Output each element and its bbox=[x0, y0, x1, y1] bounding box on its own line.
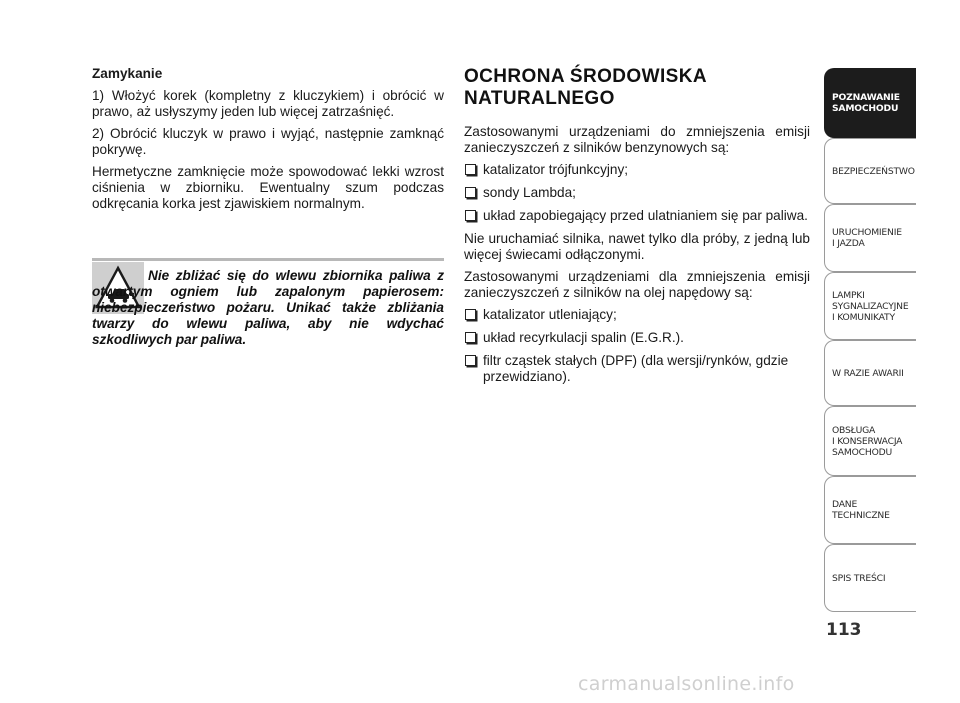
list-item: sondy Lambda; bbox=[464, 185, 810, 201]
list-item: katalizator utleniający; bbox=[464, 307, 810, 323]
bullet-list bbox=[464, 162, 810, 224]
checkbox-bullet-icon bbox=[465, 355, 476, 366]
list-item: filtr cząstek stałych (DPF) (dla wersji/rynków, gdzie przewidziano). bbox=[464, 353, 810, 385]
tab-uruchomienie-i-jazda[interactable]: URUCHOMIENIE I JAZDA bbox=[824, 204, 916, 272]
section-subheading: Zamykanie bbox=[92, 66, 163, 81]
right-column bbox=[464, 66, 810, 392]
checkbox-bullet-icon bbox=[465, 187, 476, 198]
list-item: układ zapobiegający przed ulatnianiem się par paliwa. bbox=[464, 208, 810, 224]
checkbox-bullet-icon bbox=[465, 210, 476, 221]
checkbox-bullet-icon bbox=[465, 309, 476, 320]
tab-w-razie-awarii[interactable]: W RAZIE AWARII bbox=[824, 340, 916, 406]
title-line: NATURALNEGO bbox=[464, 88, 615, 109]
paragraph: 2) Obrócić kluczyk w prawo i wyjąć, następnie zamknąć pokrywę. bbox=[92, 126, 444, 157]
section-title bbox=[464, 66, 810, 110]
left-column bbox=[92, 66, 444, 218]
paragraph: Hermetyczne zamknięcie może spowodować lekki wzrost ciśnienia w zbiorniku. Ewentualny szum podczas odkręcania korka jest zjawiskiem normalnym. bbox=[92, 164, 444, 211]
tab-obsluga-i-konserwacja[interactable]: OBSŁUGA I KONSERWACJA SAMOCHODU bbox=[824, 406, 916, 476]
list-item: katalizator trójfunkcyjny; bbox=[464, 162, 810, 178]
tab-poznawanie-samochodu[interactable]: POZNAWANIE SAMOCHODU bbox=[824, 68, 916, 138]
paragraph: Zastosowanymi urządzeniami do zmniejszenia emisji zanieczyszczeń z silników benzynowych są: bbox=[464, 124, 810, 155]
paragraph: 1) Włożyć korek (kompletny z kluczykiem) i obrócić w prawo, aż usłyszymy jeden lub więcej zatrzaśnięć. bbox=[92, 88, 444, 119]
tab-bezpieczenstwo[interactable]: BEZPIECZEŃSTWO bbox=[824, 138, 916, 204]
page-number: 113 bbox=[826, 620, 862, 640]
bullet-list bbox=[464, 307, 810, 385]
tab-spis-tresci[interactable]: SPIS TREŚCI bbox=[824, 544, 916, 612]
list-item: układ recyrkulacji spalin (E.G.R.). bbox=[464, 330, 810, 346]
tab-dane-techniczne[interactable]: DANE TECHNICZNE bbox=[824, 476, 916, 544]
warning-divider bbox=[92, 258, 444, 261]
title-line: OCHRONA ŚRODOWISKA bbox=[464, 66, 707, 87]
paragraph: Zastosowanymi urządzeniami dla zmniejszenia emisji zanieczyszczeń z silników na olej napędowy są: bbox=[464, 269, 810, 300]
checkbox-bullet-icon bbox=[465, 164, 476, 175]
watermark: carmanualsonline.info bbox=[578, 673, 795, 695]
warning-text: Nie zbliżać się do wlewu zbiornika paliwa z otwartym ogniem lub zapalonym papierosem: niebezpieczeństwo pożaru. Unikać także zbliżania twarzy do wlewu paliwa, aby nie wdychać szkodliwych par paliwa. bbox=[92, 268, 444, 347]
tab-lampki-sygnalizacyjne[interactable]: LAMPKI SYGNALIZACYJNE I KOMUNIKATY bbox=[824, 272, 916, 340]
checkbox-bullet-icon bbox=[465, 332, 476, 343]
paragraph: Nie uruchamiać silnika, nawet tylko dla próby, z jedną lub więcej świecami odłączonymi. bbox=[464, 231, 810, 262]
